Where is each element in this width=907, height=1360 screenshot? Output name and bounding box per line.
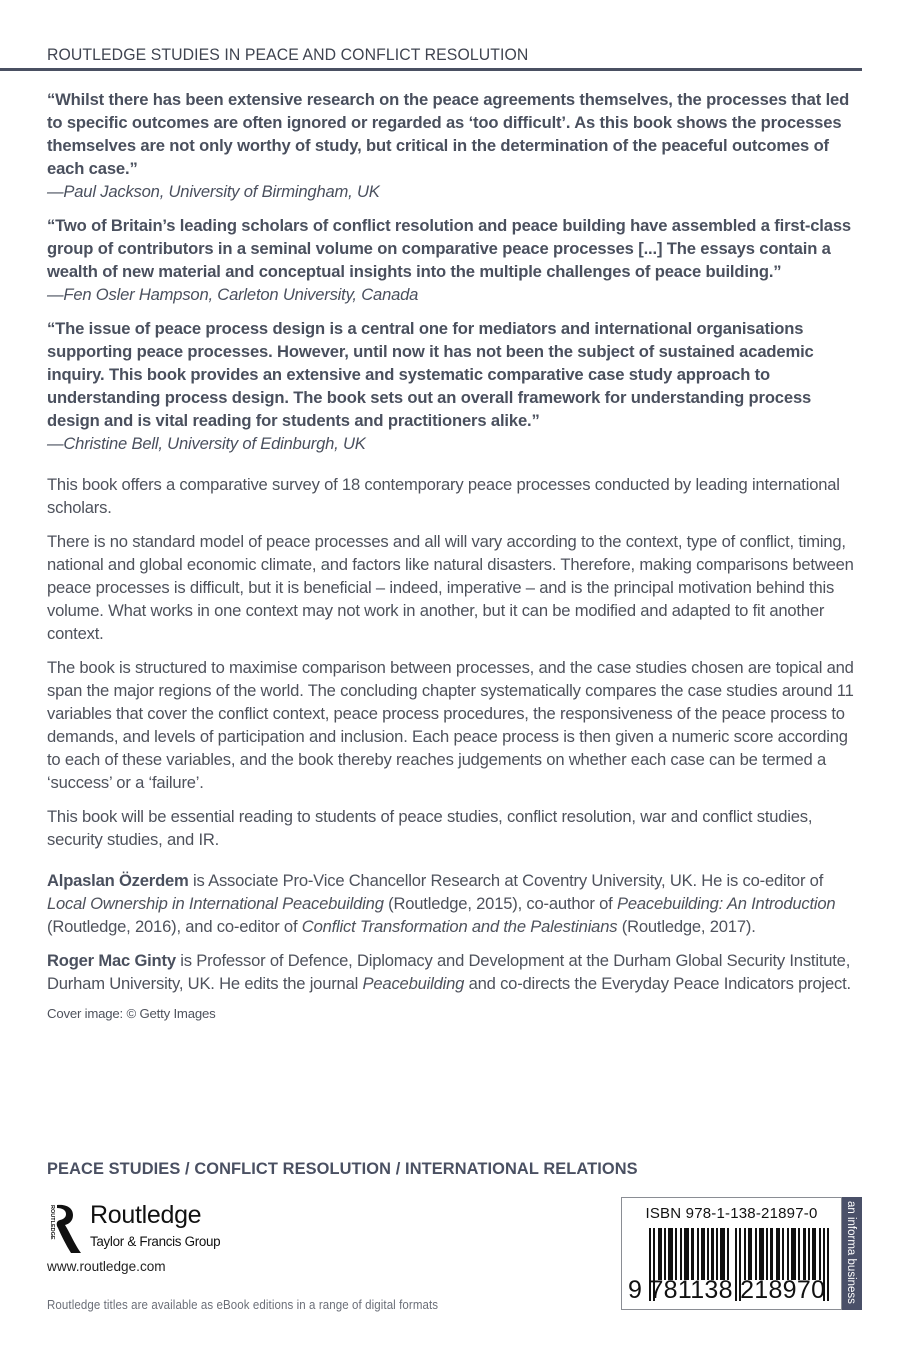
book-title: Local Ownership in International Peacebuilding <box>47 894 384 913</box>
editor-bios <box>47 869 863 995</box>
bio-text: and co-directs the Everyday Peace Indicators project. <box>464 974 851 993</box>
endorsement-attribution: —Paul Jackson, University of Birmingham, UK <box>47 182 380 201</box>
endorsement <box>47 317 863 455</box>
book-title: Conflict Transformation and the Palestinians <box>301 917 618 936</box>
routledge-r-mark-icon <box>47 1203 83 1255</box>
endorsement-quote: “The issue of peace process design is a central one for mediators and international organisations supporting peace processes. However, until now it has not been the subject of sustained academic inquiry. This book provides an extensive and systematic comparative case study approach to understanding process design. The book sets out an overall framework for understanding process design and is vital reading for students and practitioners alike.” <box>47 319 814 430</box>
publisher-name: Routledge <box>90 1201 202 1229</box>
publisher-group: Taylor & Francis Group <box>90 1234 221 1249</box>
journal-title: Peacebuilding <box>362 974 465 993</box>
book-description <box>47 473 863 851</box>
header-divider <box>0 68 862 71</box>
publisher-website[interactable]: www.routledge.com <box>47 1259 166 1274</box>
endorsement-attribution: —Fen Osler Hampson, Carleton University, Canada <box>47 285 419 304</box>
description-paragraph: The book is structured to maximise comparison between processes, and the case studies chosen are topical and span the major regions of the world. The concluding chapter systematically compares the case studies around 11 variables that cover the conflict context, peace process procedures, the responsiveness of the peace process to demands, and levels of participation and inclusion. Each peace process is then given a numeric score according to each of these variables, and the book thereby reaches judgements on whether each case can be termed a ‘success’ or a ‘failure’. <box>47 658 854 792</box>
svg-text:ROUTLEDGE: ROUTLEDGE <box>49 1205 55 1240</box>
informa-business-band <box>842 1197 862 1310</box>
ebook-availability-note: Routledge titles are available as eBook editions in a range of digital formats <box>47 1297 439 1312</box>
subject-categories: PEACE STUDIES / CONFLICT RESOLUTION / INTERNATIONAL RELATIONS <box>47 1160 638 1178</box>
endorsement-quote: “Two of Britain’s leading scholars of conflict resolution and peace building have assembled a first-class group of contributors in a seminal volume on comparative peace processes [...] The essays contain a wealth of new material and conceptual insights into the multiple challenges of peace building.” <box>47 216 851 281</box>
editor-bio <box>47 949 863 995</box>
endorsement <box>47 214 863 306</box>
endorsement-quote: “Whilst there has been extensive research on the peace agreements themselves, the processes that led to specific outcomes are often ignored or regarded as ‘too difficult’. As this book shows the processes themselves are not only worthy of study, but critical in the determination of the peaceful outcomes of each case.” <box>47 90 850 178</box>
editor-name: Alpaslan Özerdem <box>47 871 189 890</box>
cover-image-credit: Cover image: © Getty Images <box>47 1006 216 1021</box>
isbn-barcode <box>621 1197 842 1310</box>
bio-text: is Professor of Defence, Diplomacy and Development at the Durham Global Security Institute, Durham University, UK. He edits the journal <box>47 951 851 993</box>
back-cover-content <box>47 88 863 1021</box>
bio-text: (Routledge, 2015), co-author of <box>383 894 617 913</box>
editor-name: Roger Mac Ginty <box>47 951 176 970</box>
bio-text: is Associate Pro-Vice Chancellor Research at Coventry University, UK. He is co-editor of <box>188 871 824 890</box>
bio-text: (Routledge, 2016), and co-editor of <box>47 917 302 936</box>
informa-business-label: an informa business <box>845 1201 857 1304</box>
endorsement <box>47 88 863 203</box>
routledge-logo <box>47 1203 247 1255</box>
bio-text: (Routledge, 2017). <box>617 917 756 936</box>
editor-bio <box>47 869 863 938</box>
endorsement-attribution: —Christine Bell, University of Edinburgh, UK <box>47 434 366 453</box>
description-paragraph: This book will be essential reading to students of peace studies, conflict resolution, war and conflict studies, security studies, and IR. <box>47 807 813 849</box>
isbn-number: ISBN 978-1-138-21897-0 <box>645 1205 818 1222</box>
series-title: ROUTLEDGE STUDIES IN PEACE AND CONFLICT RESOLUTION <box>47 45 529 64</box>
book-title: Peacebuilding: An Introduction <box>616 894 836 913</box>
description-paragraph: This book offers a comparative survey of 18 contemporary peace processes conducted by leading international scholars. <box>47 475 840 517</box>
barcode-digits: 9 781138 218970 <box>628 1276 826 1304</box>
description-paragraph: There is no standard model of peace processes and all will vary according to the context, type of conflict, timing, national and global economic climate, and factors like natural disasters. Therefore, making comparisons between peace processes is difficult, but it is beneficial – indeed, imperative – and is the principal motivation behind this volume. What works in one context may not work in another, but it can be modified and adapted to fit another context. <box>47 532 854 643</box>
